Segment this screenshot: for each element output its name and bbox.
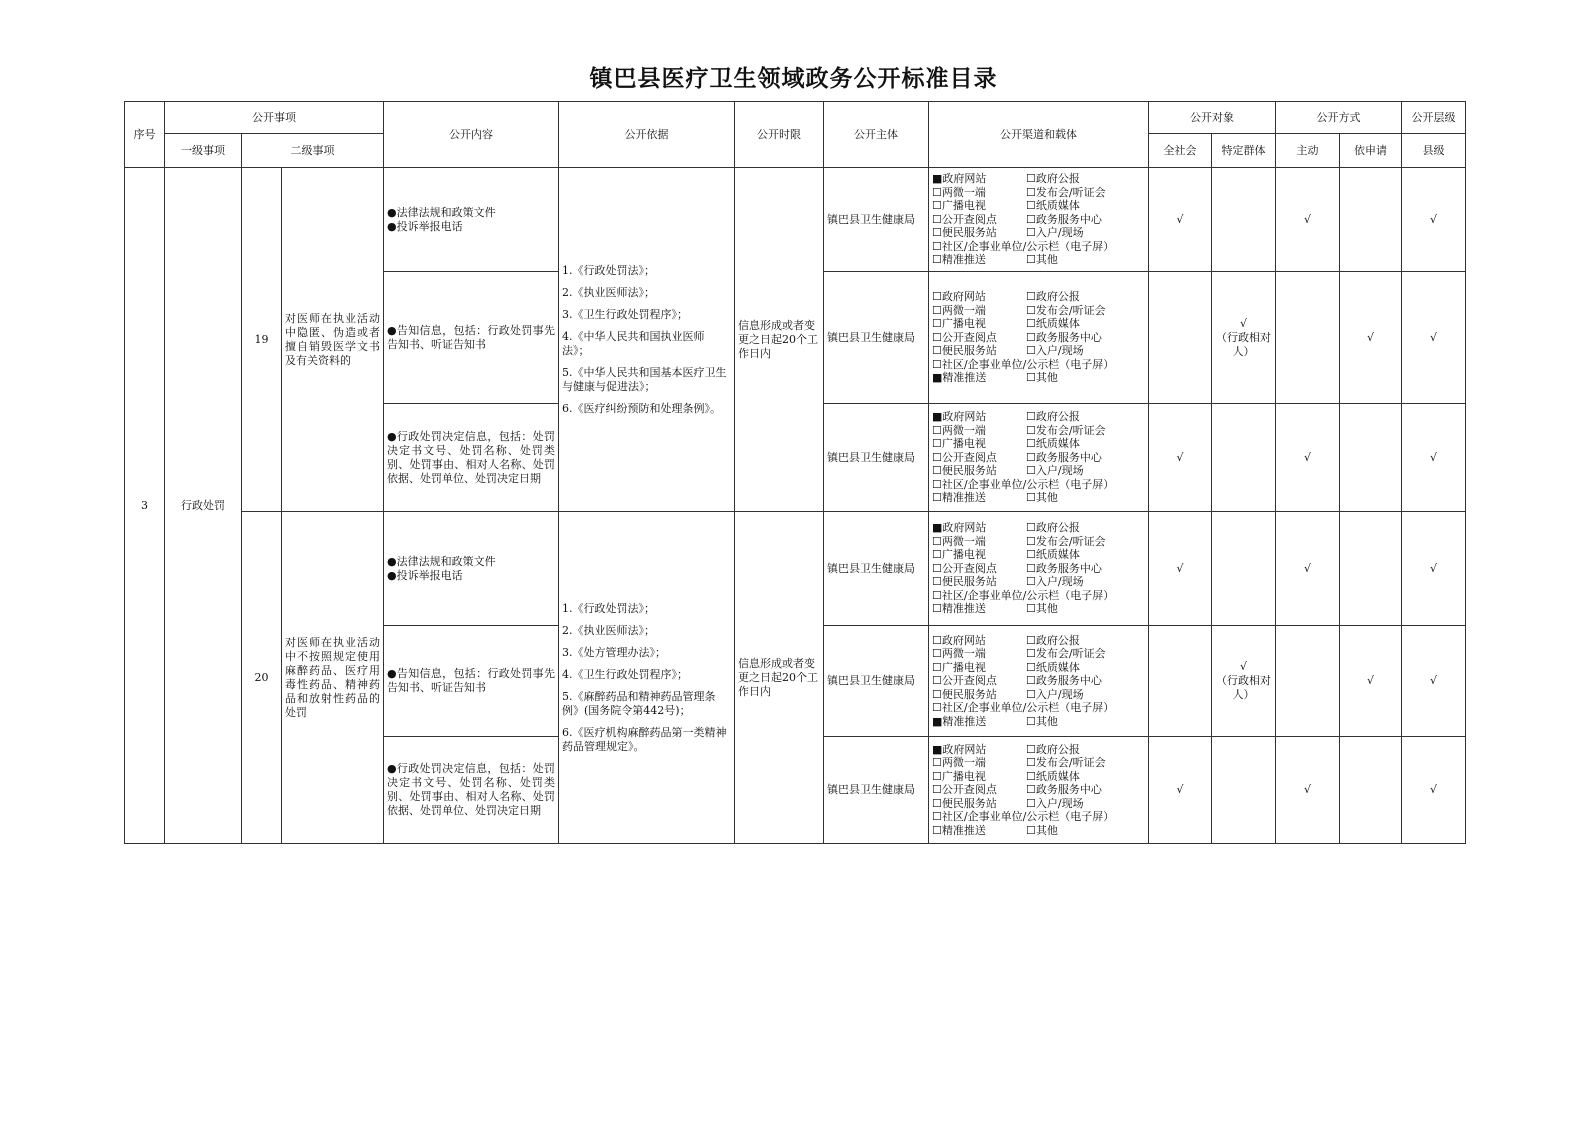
- channel-option: ☐精准推送: [932, 602, 986, 616]
- channel-option: ☐政务服务中心: [1026, 212, 1102, 226]
- header-active: 主动: [1276, 134, 1340, 168]
- header-subject: 公开主体: [824, 102, 929, 168]
- header-items: 公开事项: [165, 102, 384, 134]
- channel-option: [1026, 701, 1145, 715]
- channel-option: ☐政府网站: [932, 633, 986, 647]
- catalog-table: [124, 101, 1466, 844]
- channel-option: ☐其他: [1026, 371, 1058, 385]
- channel-option: ☐其他: [1026, 714, 1058, 728]
- active-mark: √: [1276, 404, 1340, 512]
- content-cell: ●行政处罚决定信息，包括：处罚决定书文号、处罚名称、处罚类别、处罚事由、相对人名称、处罚依据、处罚单位、处罚决定日期: [384, 404, 559, 512]
- channel-option: ☐便民服务站: [932, 344, 997, 358]
- channel-option: ☐政府公报: [1026, 172, 1080, 186]
- society-mark: √: [1149, 404, 1212, 512]
- item-number: 19: [242, 168, 282, 512]
- header-channels: 公开渠道和载体: [929, 102, 1149, 168]
- active-mark: [1276, 272, 1340, 404]
- content-cell: ●行政处罚决定信息，包括：处罚决定书文号、处罚名称、处罚类别、处罚事由、相对人名称、处罚依据、处罚单位、处罚决定日期: [384, 737, 559, 844]
- header-level1: 一级事项: [165, 134, 242, 168]
- channel-option: ☐其他: [1026, 491, 1058, 505]
- basis-item: 2.《执业医师法》；: [562, 285, 655, 299]
- active-mark: √: [1276, 512, 1340, 626]
- channel-option: ☐发布会/听证会: [1026, 534, 1106, 548]
- society-mark: √: [1149, 737, 1212, 844]
- header-content: 公开内容: [384, 102, 559, 168]
- subject-cell: 镇巴县卫生健康局: [824, 272, 929, 404]
- channel-option: ☐两微一端: [932, 303, 986, 317]
- channel-option: ☐精准推送: [932, 823, 986, 837]
- channel-option: ☐政务服务中心: [1026, 561, 1102, 575]
- channel-option: ☐其他: [1026, 823, 1058, 837]
- channel-option: ☐社区/企事业单位/公示栏（电子屏）: [932, 357, 1115, 371]
- county-mark: √: [1402, 512, 1466, 626]
- channel-option: ☐发布会/听证会: [1026, 303, 1106, 317]
- channel-grid: [932, 521, 1145, 616]
- channel-option: ■精准推送: [932, 714, 987, 728]
- table-row: [125, 512, 1466, 626]
- specific-mark: [1212, 737, 1276, 844]
- channel-option: ☐两微一端: [932, 185, 986, 199]
- request-mark: [1340, 168, 1402, 272]
- basis-item: 3.《处方管理办法》；: [562, 645, 666, 659]
- channel-option: ☐便民服务站: [932, 687, 997, 701]
- channel-option: ☐广播电视: [932, 548, 986, 562]
- channel-option: ☐公开查阅点: [932, 212, 997, 226]
- basis-cell: [559, 168, 735, 512]
- basis-item: 1.《行政处罚法》；: [562, 263, 655, 277]
- channel-option: ☐公开查阅点: [932, 561, 997, 575]
- basis-item: 1.《行政处罚法》；: [562, 601, 655, 615]
- time-cell: 信息形成或者变更之日起20个工作日内: [735, 512, 824, 844]
- society-mark: √: [1149, 512, 1212, 626]
- county-mark: √: [1402, 168, 1466, 272]
- subject-cell: 镇巴县卫生健康局: [824, 737, 929, 844]
- header-request: 依申请: [1340, 134, 1402, 168]
- channel-grid: [932, 634, 1145, 729]
- group-level1: 行政处罚: [165, 168, 242, 844]
- channels-cell: [929, 737, 1149, 844]
- specific-mark: [1212, 512, 1276, 626]
- channel-option: ☐两微一端: [932, 756, 986, 770]
- channel-option: ☐发布会/听证会: [1026, 185, 1106, 199]
- basis-item: 5.《麻醉药品和精神药品管理条例》(国务院令第442号)；: [562, 689, 716, 717]
- channel-option: ☐社区/企事业单位/公示栏（电子屏）: [932, 701, 1115, 715]
- header-audience: 公开对象: [1149, 102, 1276, 134]
- channel-option: [1026, 240, 1145, 254]
- table-row: [125, 168, 1466, 272]
- channels-cell: [929, 512, 1149, 626]
- channel-option: ☐社区/企事业单位/公示栏（电子屏）: [932, 810, 1115, 824]
- channel-grid: [932, 290, 1145, 385]
- item-number: 20: [242, 512, 282, 844]
- channel-grid: [932, 410, 1145, 505]
- specific-mark: √ （行政相对人）: [1212, 626, 1276, 737]
- channel-option: ☐广播电视: [932, 199, 986, 213]
- channel-option: ☐政务服务中心: [1026, 330, 1102, 344]
- basis-list: [562, 264, 731, 416]
- basis-item: 3.《卫生行政处罚程序》；: [562, 307, 688, 321]
- channel-option: ☐政务服务中心: [1026, 783, 1102, 797]
- request-mark: √: [1340, 272, 1402, 404]
- channel-option: ☐发布会/听证会: [1026, 756, 1106, 770]
- channel-option: ☐纸质媒体: [1026, 437, 1080, 451]
- header-basis: 公开依据: [559, 102, 735, 168]
- channel-option: ☐发布会/听证会: [1026, 647, 1106, 661]
- channel-option: ☐政府公报: [1026, 633, 1080, 647]
- society-mark: [1149, 626, 1212, 737]
- content-cell: ●告知信息，包括：行政处罚事先告知书、听证告知书: [384, 626, 559, 737]
- item-level2: 对医师在执业活动中隐匿、伪造或者擅自销毁医学文书及有关资料的: [282, 168, 384, 512]
- active-mark: √: [1276, 168, 1340, 272]
- header-level2: 二级事项: [242, 134, 384, 168]
- content-cell: ●法律法规和政策文件 ●投诉举报电话: [384, 512, 559, 626]
- channel-option: ☐入户/现场: [1026, 344, 1084, 358]
- channel-option: ☐入户/现场: [1026, 796, 1084, 810]
- channel-option: ☐政务服务中心: [1026, 450, 1102, 464]
- channel-option: ☐便民服务站: [932, 796, 997, 810]
- channel-option: ☐公开查阅点: [932, 450, 997, 464]
- channel-option: ☐纸质媒体: [1026, 199, 1080, 213]
- channels-cell: [929, 404, 1149, 512]
- channels-cell: [929, 272, 1149, 404]
- channel-option: ☐广播电视: [932, 660, 986, 674]
- channels-cell: [929, 626, 1149, 737]
- channel-option: ☐公开查阅点: [932, 783, 997, 797]
- channel-option: ☐广播电视: [932, 769, 986, 783]
- channel-option: ☐入户/现场: [1026, 464, 1084, 478]
- channel-option: [1026, 478, 1145, 492]
- subject-cell: 镇巴县卫生健康局: [824, 404, 929, 512]
- channel-option: ☐便民服务站: [932, 226, 997, 240]
- channel-option: ☐两微一端: [932, 423, 986, 437]
- subject-cell: 镇巴县卫生健康局: [824, 626, 929, 737]
- channel-option: ☐社区/企事业单位/公示栏（电子屏）: [932, 477, 1115, 491]
- header-county: 县级: [1402, 134, 1466, 168]
- channel-option: ☐纸质媒体: [1026, 660, 1080, 674]
- active-mark: √: [1276, 737, 1340, 844]
- channel-grid: [932, 743, 1145, 838]
- basis-item: 2.《执业医师法》；: [562, 623, 655, 637]
- channel-option: ☐政府公报: [1026, 290, 1080, 304]
- channel-option: ■政府网站: [932, 410, 987, 424]
- channel-option: ☐入户/现场: [1026, 575, 1084, 589]
- channel-grid: [932, 172, 1145, 267]
- channel-option: ☐入户/现场: [1026, 687, 1084, 701]
- channel-option: ☐纸质媒体: [1026, 769, 1080, 783]
- header-method: 公开方式: [1276, 102, 1402, 134]
- content-cell: ●告知信息，包括：行政处罚事先告知书、听证告知书: [384, 272, 559, 404]
- channel-option: [1026, 810, 1145, 824]
- channel-option: ☐公开查阅点: [932, 330, 997, 344]
- channel-option: ☐政府公报: [1026, 521, 1080, 535]
- channel-option: ☐发布会/听证会: [1026, 423, 1106, 437]
- channel-option: ☐纸质媒体: [1026, 317, 1080, 331]
- active-mark: [1276, 626, 1340, 737]
- channel-option: ☐纸质媒体: [1026, 548, 1080, 562]
- channel-option: ☐公开查阅点: [932, 674, 997, 688]
- channel-option: ☐入户/现场: [1026, 226, 1084, 240]
- specific-mark: √ （行政相对人）: [1212, 272, 1276, 404]
- channel-option: ☐便民服务站: [932, 575, 997, 589]
- channel-option: ☐精准推送: [932, 253, 986, 267]
- request-mark: [1340, 512, 1402, 626]
- county-mark: √: [1402, 737, 1466, 844]
- group-seq: 3: [125, 168, 165, 844]
- channel-option: [1026, 589, 1145, 603]
- county-mark: √: [1402, 404, 1466, 512]
- request-mark: [1340, 737, 1402, 844]
- header-time: 公开时限: [735, 102, 824, 168]
- basis-item: 6.《医疗机构麻醉药品第一类精神药品管理规定》。: [562, 725, 727, 753]
- page-title: 镇巴县医疗卫生领域政务公开标准目录: [589, 65, 998, 92]
- channel-option: [1026, 358, 1145, 372]
- channel-option: ☐两微一端: [932, 534, 986, 548]
- channel-option: ■精准推送: [932, 371, 987, 385]
- channel-option: ☐政府公报: [1026, 410, 1080, 424]
- channel-option: ☐政府公报: [1026, 742, 1080, 756]
- header-specific: 特定群体: [1212, 134, 1276, 168]
- channel-option: ☐广播电视: [932, 437, 986, 451]
- time-cell: 信息形成或者变更之日起20个工作日内: [735, 168, 824, 512]
- channel-option: ☐两微一端: [932, 647, 986, 661]
- channel-option: ☐精准推送: [932, 491, 986, 505]
- channel-option: ■政府网站: [932, 742, 987, 756]
- society-mark: √: [1149, 168, 1212, 272]
- county-mark: √: [1402, 626, 1466, 737]
- specific-mark: [1212, 404, 1276, 512]
- basis-cell: [559, 512, 735, 844]
- subject-cell: 镇巴县卫生健康局: [824, 168, 929, 272]
- header-tier: 公开层级: [1402, 102, 1466, 134]
- basis-item: 6.《医疗纠纷预防和处理条例》。: [562, 401, 721, 415]
- header-society: 全社会: [1149, 134, 1212, 168]
- basis-list: [562, 602, 731, 754]
- header-seq: 序号: [125, 102, 165, 168]
- channel-option: ■政府网站: [932, 521, 987, 535]
- channel-option: ☐其他: [1026, 602, 1058, 616]
- channel-option: ☐其他: [1026, 253, 1058, 267]
- channels-cell: [929, 168, 1149, 272]
- request-mark: [1340, 404, 1402, 512]
- channel-option: ☐社区/企事业单位/公示栏（电子屏）: [932, 588, 1115, 602]
- request-mark: √: [1340, 626, 1402, 737]
- catalog-body: [125, 168, 1466, 844]
- channel-option: ☐政务服务中心: [1026, 674, 1102, 688]
- basis-item: 5.《中华人民共和国基本医疗卫生与健康与促进法》；: [562, 365, 727, 393]
- channel-option: ☐便民服务站: [932, 464, 997, 478]
- basis-item: 4.《卫生行政处罚程序》；: [562, 667, 688, 681]
- content-cell: ●法律法规和政策文件 ●投诉举报电话: [384, 168, 559, 272]
- basis-item: 4.《中华人民共和国执业医师法》；: [562, 329, 705, 357]
- channel-option: ☐政府网站: [932, 290, 986, 304]
- society-mark: [1149, 272, 1212, 404]
- channel-option: ■政府网站: [932, 172, 987, 186]
- subject-cell: 镇巴县卫生健康局: [824, 512, 929, 626]
- specific-mark: [1212, 168, 1276, 272]
- channel-option: ☐广播电视: [932, 317, 986, 331]
- item-level2: 对医师在执业活动中不按照规定使用麻醉药品、医疗用毒性药品、精神药品和放射性药品的处罚: [282, 512, 384, 844]
- channel-option: ☐社区/企事业单位/公示栏（电子屏）: [932, 239, 1115, 253]
- county-mark: √: [1402, 272, 1466, 404]
